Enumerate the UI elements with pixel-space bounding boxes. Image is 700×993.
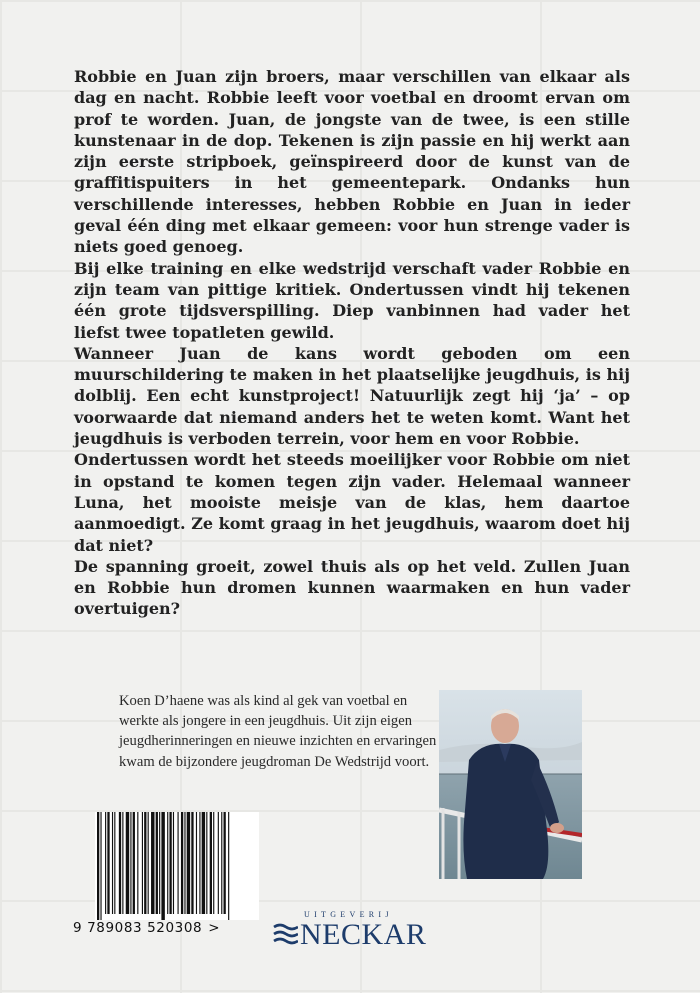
blurb-paragraph-3: Wanneer Juan de kans wordt geboden om een muurschildering te maken in het plaatselijke jeugdhuis, is hij dolblij. Een echt kunstproject! Natuurlijk zegt hij ‘ja’ – op voorwaarde dat niemand anders het te weten komt. Want het jeugdhuis is verboden terrein, voor hem en voor Robbie. bbox=[74, 343, 630, 449]
author-bio: Koen D’haene was als kind al gek van voetbal en werkte als jongere in een jeugdhuis. Uit zijn eigen jeugdherinneringen en nieuwe inzichten en ervaringen kwam de bijzondere jeugdroman De Wedstrijd voort. bbox=[119, 693, 437, 770]
author-photo-image bbox=[439, 690, 582, 879]
isbn-quiet-zone-marker: > bbox=[208, 920, 221, 936]
back-cover-blurb bbox=[74, 66, 630, 620]
author-photo bbox=[439, 690, 582, 879]
publisher-waves-icon bbox=[272, 922, 298, 946]
blurb-paragraph-2: Bij elke training en elke wedstrijd verschaft vader Robbie en zijn team van pittige kritiek. Ondertussen vindt hij tekenen één grote tijdsverspilling. Diep vanbinnen had vader het liefst twee topatleten gewild. bbox=[74, 258, 630, 342]
blurb-paragraph-1: Robbie en Juan zijn broers, maar verschillen van elkaar als dag en nacht. Robbie leeft voor voetbal en droomt ervan om prof te worden. Juan, de jongste van de twee, is een stille kunstenaar in de dop. Tekenen is zijn passie en hij werkt aan zijn eerste stripboek, geïnspireerd door de kunst van de graffitispuiters in het gemeentepark. Ondanks hun verschillende interesses, hebben Robbie en Juan in ieder geval één ding met elkaar gemeen: voor hun strenge vader is niets goed genoeg. bbox=[74, 67, 630, 257]
publisher-logo bbox=[272, 908, 432, 952]
publisher-name: NECKAR bbox=[300, 918, 427, 951]
blurb-paragraph-5: De spanning groeit, zowel thuis als op het veld. Zullen Juan en Robbie hun dromen kunnen waarmaken en hun vader overtuigen? bbox=[74, 556, 630, 619]
barcode-bars bbox=[95, 812, 259, 920]
isbn-digits: 9 789083 520308 bbox=[73, 920, 203, 936]
barcode bbox=[95, 812, 259, 920]
isbn-number bbox=[73, 920, 273, 936]
blurb-paragraph-4: Ondertussen wordt het steeds moeilijker voor Robbie om niet in opstand te komen tegen zijn vader. Helemaal wanneer Luna, het mooiste meisje van de klas, hem daartoe aanmoedigt. Ze komt graag in het jeugdhuis, waarom doet hij dat niet? bbox=[74, 450, 630, 555]
publisher-small-label: UITGEVERIJ bbox=[304, 910, 393, 919]
